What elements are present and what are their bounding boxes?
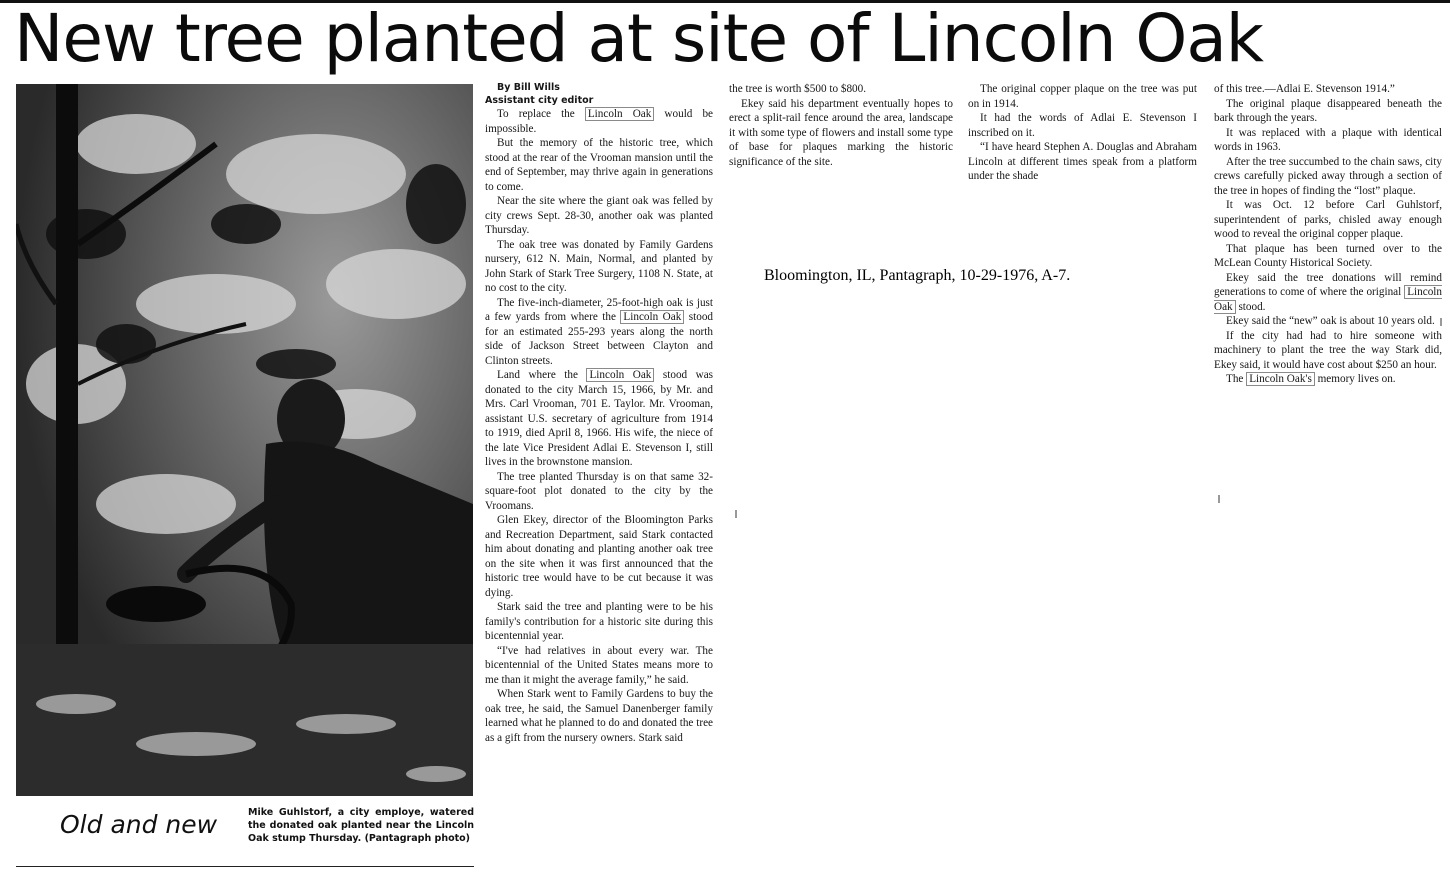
byline-name: By Bill Wills [497,82,560,93]
paragraph: If the city had had to hire someone with machinery to plant the tree the way Stark did, Ekey said, it would have cost about $250 an hour. [1214,329,1442,371]
paragraph-text: would be impossible. [485,108,713,135]
caption-text: Mike Guhlstorf, a city employe, watered the donated oak planted near the Lincoln Oak stump Thursday. (Pantagraph photo) [248,807,474,844]
photo-man-watering-tree-icon [16,84,473,796]
article-column-3 [968,82,1197,192]
paragraph-text: The five-inch-diameter, 25-foot-high oak is just a few yards from where the [485,296,713,323]
paragraph: the tree is worth $500 to $800. [729,83,867,95]
highlight-term: Lincoln Oak [585,107,655,121]
caption-tag: Old and new [60,810,218,839]
paragraph-text: Ekey said the tree donations will remind generations to come of where the original [1214,271,1442,298]
source-citation: Bloomington, IL, Pantagraph, 10-29-1976, A-7. [764,267,1071,284]
paragraph: Ekey said his department eventually hopes to erect a split-rail fence around the area, landscape it with some type of flowers and install some type of base for plaques marking the historic significance of the site. [729,97,953,168]
paragraph: But the memory of the historic tree, which stood at the rear of the Vrooman mansion until the end of September, may thrive again in generations to come. [485,137,713,193]
caption-rule [16,866,474,867]
article-column-4 [1214,82,1442,452]
paragraph-text: The [1226,373,1244,385]
paragraph [1214,372,1442,387]
paragraph: It had the words of Adlai E. Stevenson I inscribed on it. [968,112,1197,139]
paragraph: Glen Ekey, director of the Bloomington Parks and Recreation Department, said Stark contacted him about donating and planting another oak tree on the site when it was first announced that the historic tree would have to be cut because it was dying. [485,514,713,599]
article-column-2 [729,82,953,192]
paragraph: It was replaced with a plaque with identical words in 1963. [1214,126,1442,153]
news-photo [16,84,473,796]
paragraph: The tree planted Thursday is on that same 32-square-foot plot donated to the city by the Vroomans. [485,470,713,512]
paragraph-text: stood for an estimated 255-293 years along the north side of Jackson Street between Clayton and Clinton streets. [485,311,713,367]
scan-smudge [1218,495,1220,503]
paragraph: Near the site where the giant oak was felled by city crews Sept. 28-30, another oak was planted Thursday. [485,195,713,236]
highlight-term: Lincoln Oak [620,310,684,324]
paragraph-text: stood was donated to the city March 15, 1966, by Mr. and Mrs. Carl Vrooman, 701 E. Taylor. Mr. Vrooman, assistant U.S. secretary of agriculture from 1914 to 1919, died April 8, 1966. His wife, the niece of the late Vice President Adlai E. Stevenson I, still lives in the brownstone mansion. [485,369,713,468]
paragraph: Stark said the tree and planting were to be his family's contribution for a historic site during this bicentennial year. [485,601,713,642]
highlight-term: Lincoln Oak [586,368,654,382]
byline [485,81,713,107]
paragraph [1214,271,1442,315]
paragraph-text: Land where the [497,369,578,381]
paragraph [485,296,713,369]
photo-caption [16,800,474,862]
scan-smudge [1440,318,1442,326]
paragraph: “I've had relatives in about every war. The bicentennial of the United States means more to me than it might the average family,” he said. [485,644,713,686]
paragraph-text: To replace the [497,108,575,120]
paragraph: The original copper plaque on the tree was put on in 1914. [968,83,1197,110]
scan-smudge [735,510,737,518]
paragraph: When Stark went to Family Gardens to buy the oak tree, he said, the Samuel Danenberger family learned what he planned to do and donated the tree as a gift from the nursery owners. Stark said [485,688,713,744]
paragraph: of this tree.—Adlai E. Stevenson 1914.” [1214,83,1395,95]
byline-title: Assistant city editor [485,95,594,106]
paragraph: It was Oct. 12 before Carl Guhlstorf, superintendent of parks, chisled away enough wood to reveal the original copper plaque. [1214,199,1442,240]
paragraph [485,107,713,136]
paragraph [485,368,713,470]
paragraph: That plaque has been turned over to the McLean County Historical Society. [1214,242,1442,269]
highlight-term: Lincoln Oak's [1246,372,1315,386]
paragraph-text: memory lives on. [1317,373,1396,385]
paragraph: “I have heard Stephen A. Douglas and Abraham Lincoln at different times speak from a platform under the shade [968,141,1197,182]
article-column-1 [485,81,713,893]
headline: New tree planted at site of Lincoln Oak [14,2,1263,76]
paragraph: Ekey said the “new” oak is about 10 years old. [1226,315,1435,327]
paragraph-text: stood. [1238,300,1266,313]
paragraph: The oak tree was donated by Family Gardens nursery, 612 N. Main, Normal, and planted by John Stark of Stark Tree Surgery, 1108 N. State, at no cost to the city. [485,238,713,294]
paragraph: After the tree succumbed to the chain saws, city crews carefully picked away through a section of the tree in hopes of finding the “lost” plaque. [1214,155,1442,197]
paragraph: The original plaque disappeared beneath the bark through the years. [1214,97,1442,124]
highlight-term: Lincoln Oak [1214,286,1442,313]
